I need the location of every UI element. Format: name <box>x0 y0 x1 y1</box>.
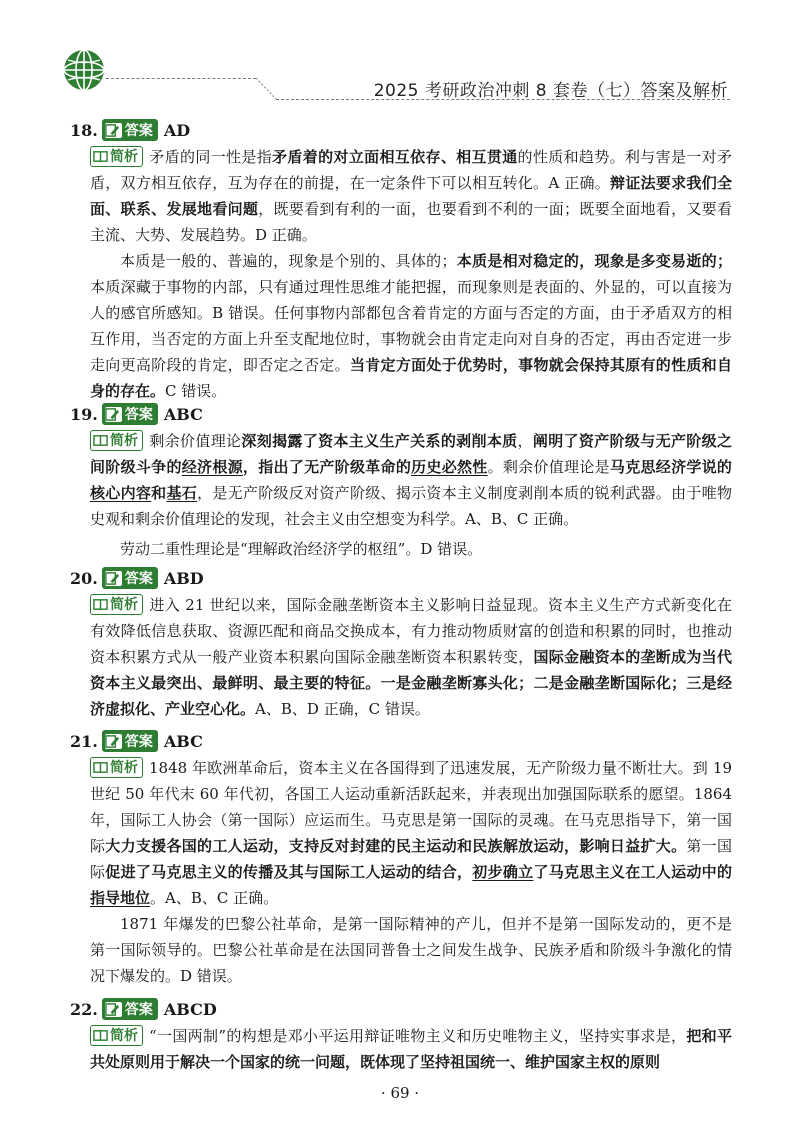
book-icon <box>93 149 108 164</box>
emphasized-text: 经济根源 <box>181 458 243 476</box>
analysis-badge <box>90 146 143 167</box>
answer-badge <box>102 567 158 589</box>
emphasized-text: 和 <box>151 484 167 502</box>
question-21-answer-line <box>70 728 203 754</box>
emphasized-text: 初步确立 <box>472 863 534 881</box>
body-text: 的性质和趋势。利与害是一对矛盾，双方相互依存，互为存在的前提，在一定条件下可以相互转化。A 正确。 <box>90 148 732 192</box>
question-19-analysis-2 <box>90 536 732 562</box>
header-title: 2025 考研政治冲刺 8 套卷（七）答案及解析 <box>373 81 728 101</box>
body-text: 1871 年爆发的巴黎公社革命，是第一国际精神的产儿，但并不是第一国际发动的，更不是第一国际领导的。巴黎公社革命是在法国同普鲁士之间发生战争、民族矛盾和阶级斗争激化的情况下爆发的。D 错误。 <box>90 915 732 985</box>
question-21-analysis-2 <box>90 911 732 989</box>
question-22-analysis-1 <box>90 1023 732 1075</box>
analysis-badge <box>90 430 143 451</box>
body-text: 劳动二重性理论是“理解政治经济学的枢纽”。D 错误。 <box>120 540 483 558</box>
emphasized-text: 大力支援各国的工人运动，支持反对封建的民主运动和民族解放运动，影响日益扩大。 <box>105 837 687 855</box>
emphasized-text: ， <box>242 458 259 476</box>
book-icon <box>93 760 108 775</box>
pen-icon <box>105 571 120 586</box>
emphasized-text: 了马克思主义在工人运动中的 <box>533 863 732 881</box>
emphasized-text: 指导地位 <box>90 889 151 907</box>
answer-badge-label: 答案 <box>124 407 153 423</box>
question-number: 22. <box>70 999 98 1019</box>
emphasized-text: 指出了无产阶级革命的 <box>258 458 412 476</box>
emphasized-text: 本质是相对稳定的，现象是多变易逝的； <box>456 252 732 270</box>
body-text: 本质深藏于事物的内部，只有通过理性思维才能把握，而现象则是表面的、外显的，可以直接为人的感官所感知。B 错误。任何事物内部都包含着肯定的方面与否定的方面，由于矛盾双方的相互作用，当否定的方面上升至支配地位时，事物就会由肯定走向对自身的否定，再由否定进一步走向更高阶段的肯定，即否定之否定。 <box>90 278 732 374</box>
header-rule <box>106 78 256 79</box>
body-text: A、B、D 正确，C 错误。 <box>255 700 430 718</box>
question-number: 20. <box>70 568 98 588</box>
analysis-badge-label: 简析 <box>110 759 138 776</box>
body-text: 。剩余价值理论是 <box>487 458 610 476</box>
question-number: 19. <box>70 404 98 424</box>
emphasized-text: 基石 <box>166 484 198 502</box>
body-text: 矛盾的同一性是指 <box>149 148 273 166</box>
book-icon <box>93 433 108 448</box>
book-icon <box>93 1028 108 1043</box>
question-20-answer-line <box>70 565 204 591</box>
emphasized-text: 国际金融资本的垄断成为当代资本主义最突出、最鲜明、最主要的特征。一是金融垄断寡头化；二是金融垄断国际化；三是经济虚拟化、产业空心化。 <box>90 648 732 718</box>
answer-value: ABCD <box>163 999 217 1019</box>
body-text: ， <box>517 432 533 450</box>
body-text: 进入 21 世纪以来，国际金融垄断资本主义影响日益显现。资本主义生产方式新变化在有效降低信息获取、资源匹配和商品交换成本，有力推动物质财富的创造和积累的同时，也推动资本积累方式从一般产业资本积累向国际金融垄断资本积累转变， <box>90 596 732 666</box>
analysis-badge <box>90 757 143 778</box>
answer-value: AD <box>163 120 191 140</box>
question-21-analysis-1 <box>90 755 732 911</box>
answer-badge <box>102 119 158 141</box>
emphasized-text: 核心内容 <box>90 484 152 502</box>
answer-badge <box>102 998 158 1020</box>
emphasized-text: 深刻揭露了资本主义生产关系的剥削本质 <box>241 432 518 450</box>
body-text: “一国两制”的构想是邓小平运用辩证唯物主义和历史唯物主义，坚持实事求是， <box>149 1027 687 1045</box>
pen-icon <box>105 123 120 138</box>
emphasized-text: 矛盾着的对立面相互依存、相互贯通 <box>272 148 518 166</box>
body-text: ，是无产阶级反对资产阶级、揭示资本主义制度剥削本质的锐利武器。由于唯物史观和剩余价值理论的发现，社会主义由空想变为科学。A、B、C 正确。 <box>90 484 732 528</box>
body-text: 。A、B、C 正确。 <box>150 889 279 907</box>
emphasized-text: 当肯定方面处于优势时，事物就会保持其原有的性质和自身的存在。 <box>90 356 732 400</box>
question-number: 21. <box>70 731 98 751</box>
question-20-analysis-1 <box>90 592 732 722</box>
emphasized-text: 马克思经济学说的 <box>609 458 732 476</box>
emphasized-text: 历史必然性 <box>411 458 488 476</box>
question-number: 18. <box>70 120 98 140</box>
header-rule-slope <box>256 78 278 100</box>
answer-badge-label: 答案 <box>124 1002 153 1018</box>
body-text: 剩余价值理论 <box>149 432 242 450</box>
emphasized-text: 辩证法要求我们全面、联系、发展地看问题 <box>90 174 732 218</box>
answer-badge <box>102 730 158 752</box>
analysis-badge-label: 简析 <box>110 148 138 165</box>
book-icon <box>93 597 108 612</box>
globe-icon <box>62 48 106 92</box>
analysis-badge <box>90 1025 143 1046</box>
body-text: 第一国际 <box>90 837 732 881</box>
analysis-badge-label: 简析 <box>110 432 138 449</box>
analysis-badge-label: 简析 <box>110 596 138 613</box>
question-18-analysis-1 <box>90 144 732 248</box>
body-text: 本质是一般的、普遍的，现象是个别的、具体的； <box>120 252 457 270</box>
question-19-answer-line <box>70 401 203 427</box>
emphasized-text: 阐明了资产阶级与无产阶级之间阶级斗争的 <box>90 432 732 476</box>
question-18-answer-line <box>70 117 190 143</box>
analysis-badge-label: 简析 <box>110 1027 138 1044</box>
emphasized-text: 促进了马克思主义的传播及其与国际工人运动的结合， <box>105 863 473 881</box>
page-number: · 69 · <box>380 1084 420 1102</box>
answer-badge-label: 答案 <box>124 123 153 139</box>
question-19-analysis-1 <box>90 428 732 532</box>
body-text: 1848 年欧洲革命后，资本主义在各国得到了迅速发展，无产阶级力量不断壮大。到 19 世纪 50 年代末 60 年代初，各国工人运动重新活跃起来，并表现出加强国际联系的愿望。1864 年，国际工人协会（第一国际）应运而生。马克思是第一国际的灵魂。在马克思指导下，第一国际 <box>90 759 732 855</box>
emphasized-text: 把和平共处原则用于解决一个国家的统一问题，既体现了坚持祖国统一、维护国家主权的原则 <box>90 1027 732 1071</box>
analysis-badge <box>90 594 143 615</box>
body-text: C 错误。 <box>165 382 227 400</box>
answer-value: ABC <box>163 731 203 751</box>
question-22-answer-line <box>70 996 217 1022</box>
answer-value: ABC <box>163 404 203 424</box>
question-18-analysis-2 <box>90 248 732 404</box>
pen-icon <box>105 1002 120 1017</box>
body-text: ，既要看到有利的一面，也要看到不利的一面；既要全面地看，又要看主流、大势、发展趋势。D 正确。 <box>90 200 732 244</box>
pen-icon <box>105 734 120 749</box>
answer-value: ABD <box>163 568 204 588</box>
pen-icon <box>105 407 120 422</box>
answer-badge-label: 答案 <box>124 571 153 587</box>
answer-badge <box>102 403 158 425</box>
answer-badge-label: 答案 <box>124 734 153 750</box>
